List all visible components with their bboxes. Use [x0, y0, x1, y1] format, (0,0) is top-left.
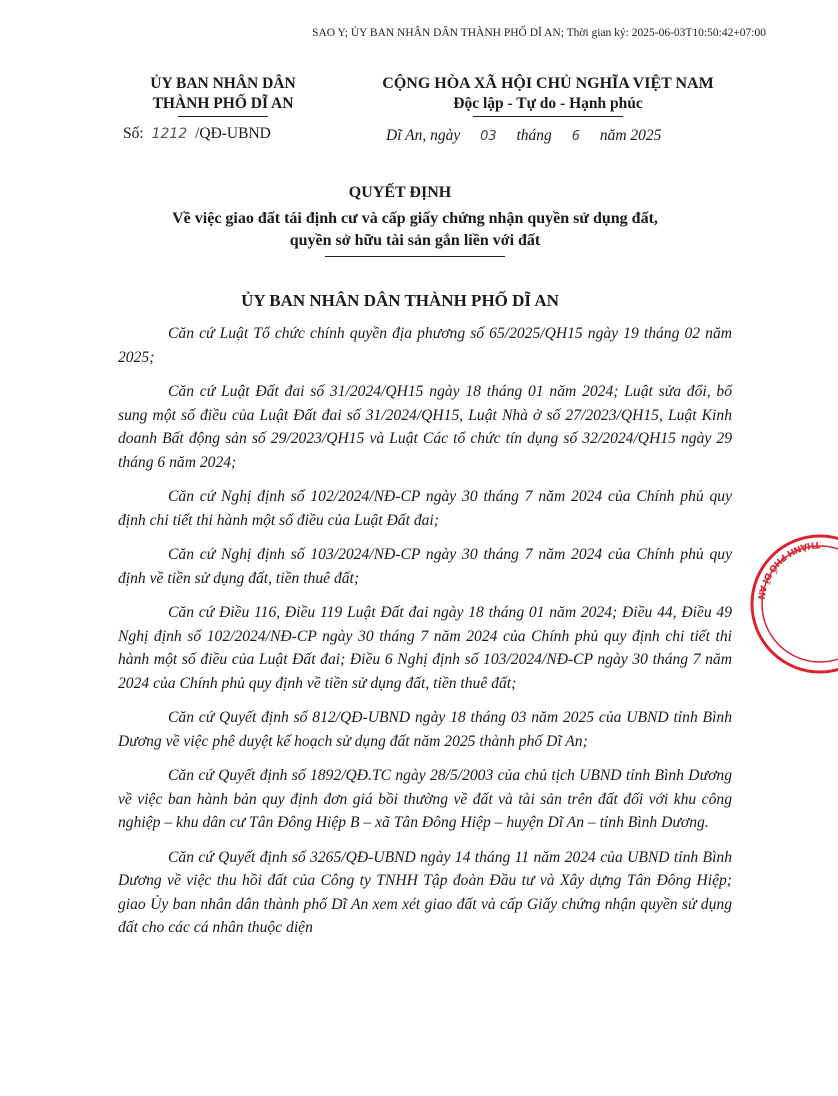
issuer-header: [118, 74, 328, 117]
basis-paragraph: Căn cứ Quyết định số 812/QĐ-UBND ngày 18 tháng 03 năm 2025 của UBND tỉnh Bình Dương về việc phê duyệt kế hoạch sử dụng đất năm 2025 thành phố Dĩ An;: [118, 709, 732, 750]
date-year: năm 2025: [599, 127, 662, 144]
docnum-value: 1212: [151, 126, 188, 142]
date-month-word: tháng: [516, 127, 552, 144]
basis-paragraph: Căn cứ Quyết định số 3265/QĐ-UBND ngày 14 tháng 11 năm 2024 của UBND tỉnh Bình Dương về việc thu hồi đất của Công ty TNHH Tập đoàn Đầu tư và Xây dựng Tân Đông Hiệp; giao Ủy ban nhân dân thành phố Dĩ An xem xét giao đất và cấp Giấy chứng nhận quyền sử dụng đất cho các cá nhân thuộc diện: [118, 848, 732, 936]
basis-paragraph: Căn cứ Nghị định số 103/2024/NĐ-CP ngày 30 tháng 7 năm 2024 của Chính phủ quy định về tiền sử dụng đất, tiền thuê đất;: [118, 546, 732, 587]
document-number: [123, 125, 271, 143]
copy-signature-stamp: SAO Y; ỦY BAN NHÂN DÂN THÀNH PHỐ DĨ AN; Thời gian ký: 2025-06-03T10:50:42+07:00: [312, 27, 766, 39]
basis-paragraph: Căn cứ Nghị định số 102/2024/NĐ-CP ngày 30 tháng 7 năm 2024 của Chính phủ quy định chi tiết thi hành một số điều của Luật Đất đai;: [118, 488, 732, 529]
national-header: [338, 74, 758, 117]
legal-basis: [118, 322, 732, 951]
decision-title: QUYẾT ĐỊNH: [348, 184, 452, 201]
date-day: 03: [480, 129, 497, 144]
date-place: Dĩ An, ngày: [386, 127, 461, 144]
docnum-prefix: Số:: [123, 125, 144, 142]
country-name: CỘNG HÒA XÃ HỘI CHỦ NGHĨA VIỆT NAM: [382, 75, 714, 92]
basis-paragraph: Căn cứ Điều 116, Điều 119 Luật Đất đai ngày 18 tháng 01 năm 2024; Điều 44, Điều 49 Nghị định số 102/2024/NĐ-CP ngày 30 tháng 7 năm 2024 của Chính phủ quy định chi tiết thi hành một số điều của Luật Đất đai; Điều 6 Nghị định số 103/2024/NĐ-CP ngày 30 tháng 7 năm 2024 của Chính phủ quy định về tiền sử dụng đất, tiền thuê đất;: [118, 604, 732, 692]
issuing-authority: ỦY BAN NHÂN DÂN THÀNH PHỐ DĨ AN: [241, 291, 559, 310]
date-month: 6: [571, 129, 580, 144]
docnum-suffix: /QĐ-UBND: [195, 125, 271, 142]
subject-underline: [325, 256, 505, 257]
decision-subject: [90, 208, 740, 257]
issuer-underline: [178, 116, 268, 117]
seal-text: THÀNH PHỐ DĨ AN: [755, 538, 821, 601]
motto-underline: [473, 116, 623, 117]
basis-paragraph: Căn cứ Quyết định số 1892/QĐ.TC ngày 28/5/2003 của chủ tịch UBND tỉnh Bình Dương về việc ban hành bản quy định đơn giá bồi thường về đất và tài sản trên đất đối với khu công nghiệp – khu dân cư Tân Đông Hiệp B – xã Tân Đông Hiệp – huyện Dĩ An – tỉnh Bình Dương.: [118, 767, 732, 831]
red-seal-stamp: [748, 524, 838, 684]
svg-text:THÀNH PHỐ DĨ AN: [755, 539, 820, 600]
issuer-line-2: THÀNH PHỐ DĨ AN: [152, 95, 294, 112]
subject-line-1: Về việc giao đất tái định cư và cấp giấy chứng nhận quyền sử dụng đất,: [172, 210, 658, 227]
subject-line-2: quyền sở hữu tài sản gắn liền với đất: [289, 232, 541, 249]
basis-paragraph: Căn cứ Luật Đất đai số 31/2024/QH15 ngày 18 tháng 01 năm 2024; Luật sửa đổi, bổ sung một số điều của Luật Đất đai số 31/2024/QH15, Luật Nhà ở số 27/2023/QH15, Luật Kinh doanh Bất động sản số 29/2023/QH15 và Luật Các tổ chức tín dụng số 32/2024/QH15 ngày 29 tháng 6 năm 2024;: [118, 383, 732, 471]
basis-paragraph: Căn cứ Luật Tổ chức chính quyền địa phương số 65/2025/QH15 ngày 19 tháng 02 năm 2025;: [118, 325, 732, 366]
national-motto: Độc lập - Tự do - Hạnh phúc: [453, 95, 643, 112]
issue-date: [386, 127, 661, 145]
issuer-line-1: ỦY BAN NHÂN DÂN: [150, 75, 296, 92]
